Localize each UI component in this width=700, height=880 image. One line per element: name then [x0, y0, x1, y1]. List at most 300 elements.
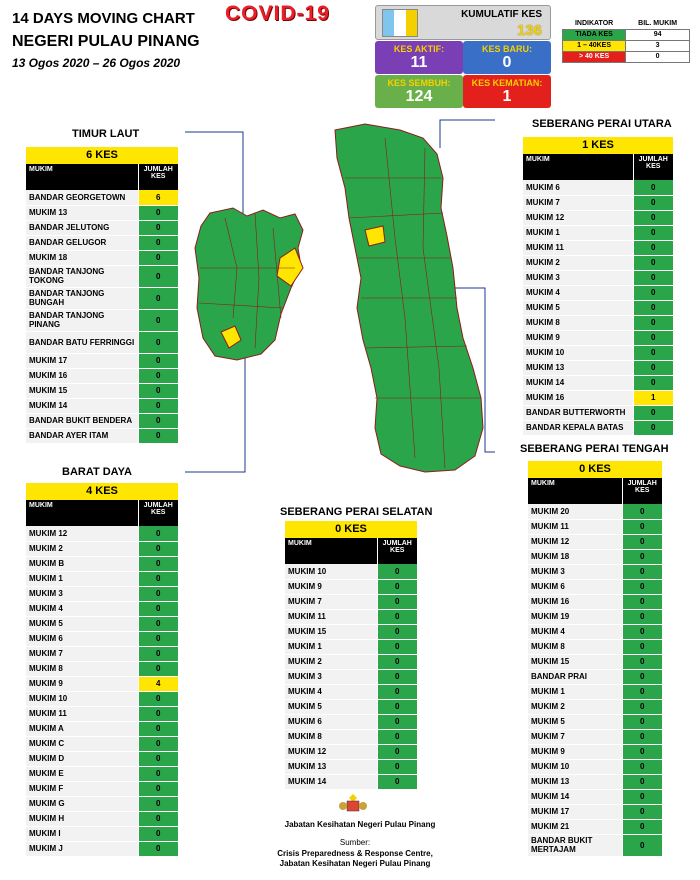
table-row [528, 834, 662, 856]
jumlah-kes: 0 [377, 639, 417, 654]
table-row [528, 774, 662, 789]
mukim-name: MUKIM 17 [26, 353, 138, 368]
mukim-name: MUKIM 4 [528, 624, 622, 639]
mukim-name: MUKIM 9 [285, 579, 377, 594]
legend-header-indikator: INDIKATOR [574, 19, 614, 27]
table-row [26, 661, 178, 676]
col-mukim: MUKIM [528, 478, 622, 504]
mukim-name: MUKIM 5 [26, 616, 138, 631]
mukim-16-highlight [365, 226, 385, 246]
zone-sp-selatan [285, 521, 417, 790]
baru-label: KES BARU: [481, 44, 532, 54]
col-mukim: MUKIM [285, 538, 377, 564]
footer-source-line1: Crisis Preparedness & Response Centre, [277, 849, 433, 858]
jumlah-kes: 0 [138, 556, 178, 571]
kematian-value: 1 [502, 88, 512, 105]
mukim-name: MUKIM 9 [523, 330, 633, 345]
mukim-name: MUKIM 13 [523, 360, 633, 375]
table-row [26, 796, 178, 811]
table-row [26, 811, 178, 826]
penang-flag-icon [382, 9, 418, 37]
legend-label-high: > 40 KES [563, 51, 626, 62]
table-row [528, 819, 662, 834]
jumlah-kes: 0 [138, 368, 178, 383]
table-timur-laut [26, 164, 178, 444]
mukim-name: MUKIM 10 [26, 691, 138, 706]
jumlah-kes: 0 [138, 309, 178, 331]
table-row [523, 330, 673, 345]
jumlah-kes: 0 [377, 654, 417, 669]
table-row [528, 549, 662, 564]
jumlah-kes: 0 [622, 594, 662, 609]
jumlah-kes: 0 [622, 504, 662, 519]
zone-title-sp-tengah: SEBERANG PERAI TENGAH [520, 443, 669, 455]
mukim-name: MUKIM 17 [528, 804, 622, 819]
mukim-name: MUKIM 13 [285, 759, 377, 774]
mukim-name: MUKIM J [26, 841, 138, 856]
mukim-name: BANDAR BUKIT BENDERA [26, 413, 138, 428]
jumlah-kes: 0 [377, 624, 417, 639]
jumlah-kes: 0 [633, 330, 673, 345]
mukim-name: BANDAR BATU FERRINGGI [26, 331, 138, 353]
table-row [26, 736, 178, 751]
kematian-box [463, 75, 551, 108]
penang-map [185, 118, 495, 480]
jumlah-kes: 0 [138, 841, 178, 856]
sembuh-box [375, 75, 463, 108]
table-row [285, 774, 417, 789]
legend-value-high: 0 [626, 51, 690, 62]
jumlah-kes: 4 [138, 676, 178, 691]
col-mukim: MUKIM [523, 154, 633, 180]
jumlah-kes: 0 [138, 541, 178, 556]
table-row [528, 744, 662, 759]
table-row [528, 669, 662, 684]
jumlah-kes: 0 [377, 669, 417, 684]
zone-title-sp-tengah-wrap [520, 443, 669, 455]
flag-stripe [383, 10, 394, 36]
table-row [528, 729, 662, 744]
mukim-name: MUKIM 7 [523, 195, 633, 210]
table-row [285, 639, 417, 654]
jumlah-kes: 0 [138, 398, 178, 413]
kes-total-sp-tengah: 0 KES [528, 461, 662, 478]
table-row [523, 300, 673, 315]
mukim-name: MUKIM 11 [285, 609, 377, 624]
jumlah-kes: 0 [138, 751, 178, 766]
kes-total-sp-selatan: 0 KES [285, 521, 417, 538]
mukim-name: MUKIM 14 [285, 774, 377, 789]
jumlah-kes: 0 [622, 774, 662, 789]
mukim-name: MUKIM E [26, 766, 138, 781]
chart-title-text: 14 DAYS MOVING CHART [12, 10, 195, 27]
jumlah-kes: 0 [138, 706, 178, 721]
flag-stripe [406, 10, 417, 36]
mukim-name: MUKIM 15 [528, 654, 622, 669]
table-row [285, 624, 417, 639]
table-row [26, 428, 178, 443]
jumlah-kes: 0 [622, 579, 662, 594]
jumlah-kes: 0 [377, 609, 417, 624]
table-row [523, 345, 673, 360]
mukim-name: BANDAR TANJONG TOKONG [26, 265, 138, 287]
table-row [26, 398, 178, 413]
zone-title-sp-selatan: SEBERANG PERAI SELATAN [280, 506, 433, 518]
table-row [528, 699, 662, 714]
table-row [26, 331, 178, 353]
jumlah-kes: 0 [622, 519, 662, 534]
jumlah-kes: 0 [622, 804, 662, 819]
table-row [26, 368, 178, 383]
mukim-name: MUKIM H [26, 811, 138, 826]
mukim-name: MUKIM 8 [528, 639, 622, 654]
table-row [26, 235, 178, 250]
kumulatif-box [375, 5, 551, 40]
table-row [26, 631, 178, 646]
footer-sumber-label: Sumber: [339, 838, 371, 847]
table-row [285, 729, 417, 744]
mukim-name: BANDAR TANJONG BUNGAH [26, 287, 138, 309]
mukim-name: MUKIM 4 [26, 601, 138, 616]
zone-barat-daya [26, 483, 178, 857]
jumlah-kes: 0 [377, 594, 417, 609]
table-row [285, 699, 417, 714]
table-row [528, 609, 662, 624]
table-row [528, 519, 662, 534]
table-row [26, 766, 178, 781]
table-row [26, 601, 178, 616]
mukim-name: MUKIM 3 [523, 270, 633, 285]
table-row [285, 759, 417, 774]
mukim-name: MUKIM 9 [26, 676, 138, 691]
jumlah-kes: 1 [633, 390, 673, 405]
table-row [26, 691, 178, 706]
table-row [528, 714, 662, 729]
table-row [528, 534, 662, 549]
mukim-name: MUKIM B [26, 556, 138, 571]
mukim-name: MUKIM 7 [285, 594, 377, 609]
table-row [285, 594, 417, 609]
kematian-label: KES KEMATIAN: [471, 78, 543, 88]
table-row [26, 383, 178, 398]
mukim-name: MUKIM 16 [528, 594, 622, 609]
legend-label-low: 1 – 40KES [563, 40, 626, 51]
jumlah-kes: 0 [138, 646, 178, 661]
jumlah-kes: 0 [633, 405, 673, 420]
mukim-name: MUKIM F [26, 781, 138, 796]
jumlah-kes: 0 [138, 826, 178, 841]
jumlah-kes: 0 [377, 579, 417, 594]
mukim-name: MUKIM 16 [523, 390, 633, 405]
table-row [523, 225, 673, 240]
footer-source [260, 849, 450, 869]
mukim-name: MUKIM 18 [26, 250, 138, 265]
mukim-name: MUKIM 10 [285, 564, 377, 579]
mukim-name: MUKIM 1 [285, 639, 377, 654]
mukim-name: MUKIM 12 [285, 744, 377, 759]
jumlah-kes: 0 [633, 285, 673, 300]
table-barat-daya [26, 500, 178, 857]
mukim-name: MUKIM 15 [26, 383, 138, 398]
mukim-name: MUKIM 4 [285, 684, 377, 699]
mukim-name: MUKIM 15 [285, 624, 377, 639]
jumlah-kes: 0 [138, 766, 178, 781]
legend-header-bil: BIL. MUKIM [638, 19, 678, 27]
table-row [26, 413, 178, 428]
mukim-name: MUKIM 6 [528, 579, 622, 594]
jumlah-kes: 0 [138, 353, 178, 368]
jumlah-kes: 0 [138, 721, 178, 736]
jumlah-kes: 0 [138, 250, 178, 265]
jumlah-kes: 0 [622, 714, 662, 729]
jumlah-kes: 0 [138, 631, 178, 646]
jumlah-kes: 0 [633, 270, 673, 285]
table-row [26, 287, 178, 309]
table-row [528, 579, 662, 594]
mukim-name: MUKIM 1 [523, 225, 633, 240]
zone-title-barat-daya-wrap [62, 466, 132, 478]
table-row [26, 205, 178, 220]
jumlah-kes: 0 [622, 624, 662, 639]
zone-title-timur-laut-wrap [72, 128, 178, 140]
mukim-name: MUKIM 2 [523, 255, 633, 270]
table-row [26, 706, 178, 721]
jumlah-kes: 0 [633, 255, 673, 270]
jumlah-kes: 0 [138, 661, 178, 676]
footer-source-line2: Jabatan Kesihatan Negeri Pulau Pinang [279, 859, 431, 868]
table-row [523, 180, 673, 195]
baru-box [463, 41, 551, 74]
jumlah-kes: 0 [633, 240, 673, 255]
table-row [26, 190, 178, 205]
mukim-name: MUKIM 3 [285, 669, 377, 684]
table-row [26, 220, 178, 235]
mukim-name: BANDAR JELUTONG [26, 220, 138, 235]
col-jumlah: JUMLAH KES [138, 500, 178, 526]
mukim-name: MUKIM 6 [523, 180, 633, 195]
legend-value-tiada: 94 [626, 29, 690, 40]
aktif-value: 11 [410, 54, 428, 71]
jumlah-kes: 0 [138, 526, 178, 541]
jumlah-kes: 0 [622, 549, 662, 564]
jumlah-kes: 0 [622, 699, 662, 714]
jumlah-kes: 0 [622, 654, 662, 669]
jumlah-kes: 0 [138, 287, 178, 309]
mukim-name: MUKIM C [26, 736, 138, 751]
jumlah-kes: 0 [138, 331, 178, 353]
jumlah-kes: 0 [633, 195, 673, 210]
jumlah-kes: 0 [633, 300, 673, 315]
jumlah-kes: 0 [633, 225, 673, 240]
table-row [26, 571, 178, 586]
footer-agency: Jabatan Kesihatan Negeri Pulau Pinang [284, 820, 436, 829]
jumlah-kes: 0 [622, 564, 662, 579]
mukim-name: MUKIM 13 [528, 774, 622, 789]
jumlah-kes: 0 [633, 420, 673, 435]
jumlah-kes: 0 [138, 383, 178, 398]
mukim-name: MUKIM 9 [528, 744, 622, 759]
jumlah-kes: 0 [633, 360, 673, 375]
baru-value: 0 [502, 54, 512, 71]
jumlah-kes: 0 [377, 699, 417, 714]
jata-negara-logo-icon [338, 792, 368, 814]
table-row [523, 405, 673, 420]
jumlah-kes: 0 [138, 736, 178, 751]
table-row [26, 265, 178, 287]
mukim-name: MUKIM 10 [523, 345, 633, 360]
jumlah-kes: 0 [377, 759, 417, 774]
jumlah-kes: 0 [622, 729, 662, 744]
table-row [528, 804, 662, 819]
col-jumlah: JUMLAH KES [622, 478, 662, 504]
jumlah-kes: 0 [138, 616, 178, 631]
jumlah-kes: 0 [622, 534, 662, 549]
zone-timur-laut [26, 147, 178, 444]
jumlah-kes: 0 [633, 375, 673, 390]
table-row [523, 255, 673, 270]
jumlah-kes: 0 [138, 781, 178, 796]
jumlah-kes: 0 [633, 315, 673, 330]
zone-sp-utara [523, 137, 673, 436]
table-sp-selatan [285, 538, 417, 790]
table-row [528, 504, 662, 519]
chart-title [12, 10, 195, 27]
table-row [528, 684, 662, 699]
legend-value-low: 3 [626, 40, 690, 51]
table-row [528, 759, 662, 774]
jumlah-kes: 0 [622, 609, 662, 624]
table-row [26, 616, 178, 631]
aktif-label: KES AKTIF: [393, 44, 445, 54]
table-row [523, 375, 673, 390]
mukim-name: BANDAR GEORGETOWN [26, 190, 138, 205]
jumlah-kes: 0 [622, 684, 662, 699]
table-row [26, 751, 178, 766]
jumlah-kes: 0 [138, 428, 178, 443]
table-row [523, 270, 673, 285]
jumlah-kes: 0 [622, 819, 662, 834]
jumlah-kes: 0 [377, 729, 417, 744]
table-row [26, 781, 178, 796]
mukim-name: BANDAR PRAI [528, 669, 622, 684]
mukim-name: MUKIM 5 [285, 699, 377, 714]
table-row [285, 669, 417, 684]
table-row [26, 646, 178, 661]
mukim-name: MUKIM 21 [528, 819, 622, 834]
mukim-name: MUKIM 11 [528, 519, 622, 534]
table-row [523, 240, 673, 255]
table-row [26, 586, 178, 601]
mukim-name: BANDAR GELUGOR [26, 235, 138, 250]
col-mukim: MUKIM [26, 164, 138, 190]
jumlah-kes: 0 [377, 744, 417, 759]
date-range: 13 Ogos 2020 – 26 Ogos 2020 [12, 56, 181, 70]
jumlah-kes: 0 [622, 669, 662, 684]
jumlah-kes: 0 [622, 639, 662, 654]
mukim-name: BANDAR TANJONG PINANG [26, 309, 138, 331]
jumlah-kes: 0 [138, 601, 178, 616]
table-row [26, 526, 178, 541]
zone-title-sp-utara-wrap [532, 118, 672, 130]
aktif-box [375, 41, 463, 74]
mukim-name: MUKIM 5 [528, 714, 622, 729]
jumlah-kes: 0 [633, 345, 673, 360]
indicator-legend [562, 18, 690, 63]
table-row [523, 195, 673, 210]
jumlah-kes: 0 [138, 691, 178, 706]
col-jumlah: JUMLAH KES [377, 538, 417, 564]
mukim-name: MUKIM 12 [523, 210, 633, 225]
jumlah-kes: 0 [138, 413, 178, 428]
mukim-name: MUKIM 3 [26, 586, 138, 601]
zone-sp-tengah [528, 461, 662, 857]
legend-label-tiada: TIADA KES [563, 29, 626, 40]
kes-total-timur-laut: 6 KES [26, 147, 178, 164]
flag-stripe [394, 10, 405, 36]
mukim-name: BANDAR BUKIT MERTAJAM [528, 834, 622, 856]
mukim-name: MUKIM 4 [523, 285, 633, 300]
mukim-name: MUKIM 13 [26, 205, 138, 220]
table-row [523, 315, 673, 330]
mukim-name: MUKIM 14 [523, 375, 633, 390]
mukim-name: MUKIM D [26, 751, 138, 766]
jumlah-kes: 0 [622, 834, 662, 856]
mukim-name: MUKIM A [26, 721, 138, 736]
mukim-name: MUKIM 2 [285, 654, 377, 669]
mukim-name: BANDAR AYER ITAM [26, 428, 138, 443]
table-row [285, 744, 417, 759]
jumlah-kes: 0 [138, 265, 178, 287]
island-shape [195, 208, 303, 360]
mukim-name: MUKIM 18 [528, 549, 622, 564]
table-row [285, 609, 417, 624]
table-row [528, 639, 662, 654]
jumlah-kes: 0 [622, 759, 662, 774]
jumlah-kes: 0 [138, 235, 178, 250]
table-row [528, 564, 662, 579]
mukim-name: MUKIM 3 [528, 564, 622, 579]
covid-title: COVID-19 [225, 2, 330, 25]
mukim-name: MUKIM 20 [528, 504, 622, 519]
state-title: NEGERI PULAU PINANG [12, 33, 200, 50]
mukim-name: MUKIM 6 [285, 714, 377, 729]
table-row [285, 579, 417, 594]
jumlah-kes: 0 [633, 180, 673, 195]
table-sp-tengah [528, 478, 662, 857]
table-row [523, 420, 673, 435]
table-row [26, 676, 178, 691]
sembuh-value: 124 [405, 88, 433, 105]
table-row [528, 789, 662, 804]
table-row [528, 654, 662, 669]
col-jumlah: JUMLAH KES [633, 154, 673, 180]
table-row [26, 541, 178, 556]
jumlah-kes: 0 [622, 789, 662, 804]
mukim-name: MUKIM 11 [26, 706, 138, 721]
jumlah-kes: 6 [138, 190, 178, 205]
zone-title-sp-utara: SEBERANG PERAI UTARA [532, 118, 672, 130]
zone-title-barat-daya: BARAT DAYA [62, 466, 132, 478]
table-row [285, 714, 417, 729]
table-row [26, 556, 178, 571]
table-row [285, 654, 417, 669]
kumulatif-value: 136 [516, 22, 542, 39]
mukim-name: MUKIM G [26, 796, 138, 811]
mukim-name: MUKIM 7 [528, 729, 622, 744]
mukim-name: MUKIM 10 [528, 759, 622, 774]
mukim-name: MUKIM 6 [26, 631, 138, 646]
mukim-name: MUKIM 5 [523, 300, 633, 315]
